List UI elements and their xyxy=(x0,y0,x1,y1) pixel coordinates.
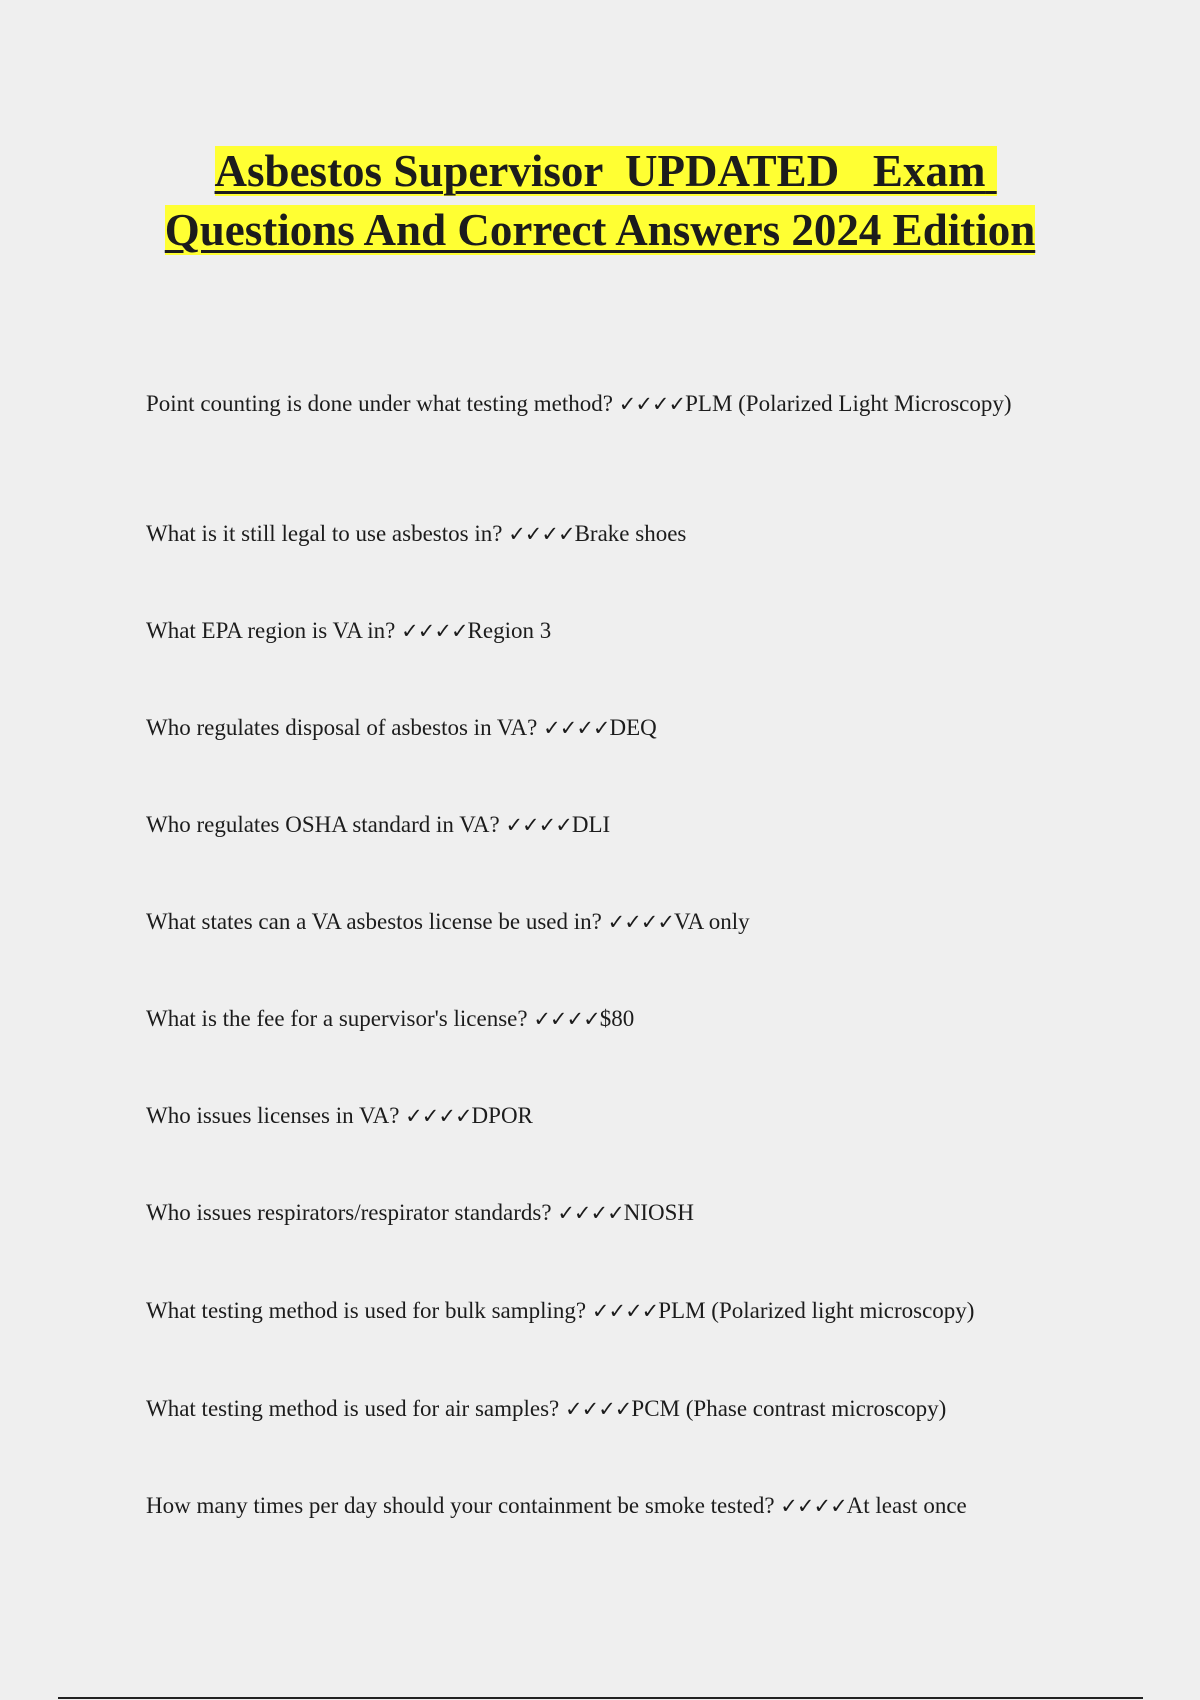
qa-item-4 xyxy=(146,712,1046,744)
question-text: Who issues licenses in VA? xyxy=(146,1103,406,1128)
qa-item-2 xyxy=(146,518,1046,550)
answer-text: NIOSH xyxy=(623,1200,694,1225)
check-marks-icon: ✓✓✓✓ xyxy=(557,1201,624,1225)
check-marks-icon: ✓✓✓✓ xyxy=(505,813,572,837)
question-text: Who regulates disposal of asbestos in VA? xyxy=(146,715,544,740)
qa-item-6 xyxy=(146,906,1046,938)
question-text: What is the fee for a supervisor's license? xyxy=(146,1006,534,1031)
question-text: What EPA region is VA in? xyxy=(146,618,402,643)
question-text: What is it still legal to use asbestos in? xyxy=(146,521,509,546)
check-marks-icon: ✓✓✓✓ xyxy=(401,619,468,643)
qa-item-12 xyxy=(146,1490,1046,1522)
document-title xyxy=(150,142,1050,260)
qa-item-10 xyxy=(146,1295,1046,1327)
check-marks-icon: ✓✓✓✓ xyxy=(607,910,674,934)
answer-text: DEQ xyxy=(609,715,657,740)
answer-text: PLM (Polarized light microscopy) xyxy=(658,1298,975,1323)
check-marks-icon: ✓✓✓✓ xyxy=(543,716,610,740)
question-text: What states can a VA asbestos license be used in? xyxy=(146,909,608,934)
question-text: Who issues respirators/respirator standards? xyxy=(146,1200,558,1225)
qa-item-9 xyxy=(146,1197,1046,1229)
check-marks-icon: ✓✓✓✓ xyxy=(533,1007,600,1031)
check-marks-icon: ✓✓✓✓ xyxy=(780,1494,847,1518)
qa-item-5 xyxy=(146,809,1046,841)
check-marks-icon: ✓✓✓✓ xyxy=(618,392,686,416)
question-text: Who regulates OSHA standard in VA? xyxy=(146,812,506,837)
answer-text: $80 xyxy=(599,1006,635,1031)
check-marks-icon: ✓✓✓✓ xyxy=(405,1104,472,1128)
question-text: How many times per day should your containment be smoke tested? xyxy=(146,1493,781,1518)
qa-item-7 xyxy=(146,1003,1046,1035)
qa-item-11 xyxy=(146,1393,1046,1425)
answer-text: PLM (Polarized Light Microscopy) xyxy=(685,391,1012,416)
document-title-text: Asbestos Supervisor UPDATED Exam Questions And Correct Answers 2024 Edition xyxy=(164,146,1036,255)
answer-text: DPOR xyxy=(471,1103,533,1128)
question-text: What testing method is used for air samples? xyxy=(146,1396,566,1421)
check-marks-icon: ✓✓✓✓ xyxy=(508,522,575,546)
answer-text: PCM (Phase contrast microscopy) xyxy=(631,1396,947,1421)
qa-item-3 xyxy=(146,615,1046,647)
qa-item-1 xyxy=(146,388,1046,420)
footer-divider xyxy=(58,1697,1143,1699)
question-text: Point counting is done under what testing method? xyxy=(146,391,619,416)
qa-item-8 xyxy=(146,1100,1046,1132)
answer-text: Region 3 xyxy=(467,618,552,643)
answer-text: Brake shoes xyxy=(574,521,687,546)
question-text: What testing method is used for bulk sampling? xyxy=(146,1298,592,1323)
check-marks-icon: ✓✓✓✓ xyxy=(591,1299,659,1323)
answer-text: DLI xyxy=(571,812,611,837)
answer-text: At least once xyxy=(846,1493,967,1518)
answer-text: VA only xyxy=(673,909,750,934)
check-marks-icon: ✓✓✓✓ xyxy=(565,1397,632,1421)
